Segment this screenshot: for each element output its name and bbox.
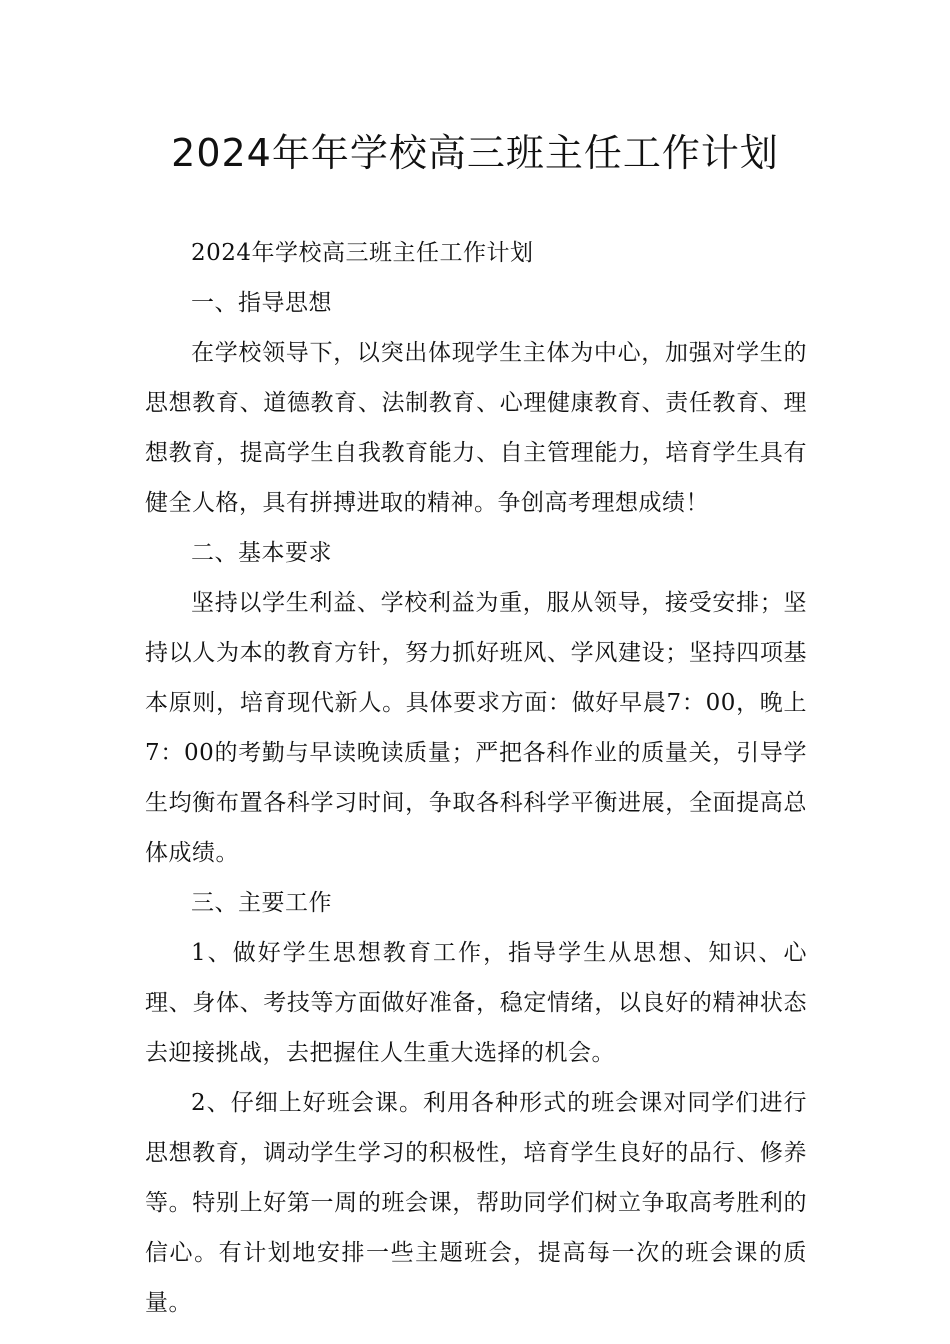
body-paragraph: 2、仔细上好班会课。利用各种形式的班会课对同学们进行思想教育，调动学生学习的积极性，培育学生良好的品行、修养等。特别上好第一周的班会课，帮助同学们树立争取高考胜利的信心。有计划地安排一些主题班会，提高每一次的班会课的质量。 [145, 1090, 807, 1316]
body-paragraph: 在学校领导下，以突出体现学生主体为中心，加强对学生的思想教育、道德教育、法制教育、心理健康教育、责任教育、理想教育，提高学生自我教育能力、自主管理能力，培育学生具有健全人格，具有拼搏进取的精神。争创高考理想成绩！ [145, 340, 807, 516]
section-heading-guiding-ideology: 一、指导思想 [191, 290, 332, 316]
section-heading-main-work: 三、主要工作 [191, 890, 332, 916]
body-paragraph: 坚持以学生利益、学校利益为重，服从领导，接受安排；坚持以人为本的教育方针，努力抓好班风、学风建设；坚持四项基本原则，培育现代新人。具体要求方面：做好早晨7：00，晚上7：00的考勤与早读晚读质量；严把各科作业的质量关，引导学生均衡布置各科学习时间，争取各科科学平衡进展，全面提高总体成绩。 [145, 590, 807, 866]
section-heading-basic-requirements: 二、基本要求 [191, 540, 332, 566]
document-body [145, 228, 807, 1328]
body-paragraph: 1、做好学生思想教育工作，指导学生从思想、知识、心理、身体、考技等方面做好准备，稳定情绪，以良好的精神状态去迎接挑战，去把握住人生重大选择的机会。 [145, 940, 807, 1066]
subtitle-paragraph: 2024年学校高三班主任工作计划 [191, 240, 534, 266]
document-title: 2024年年学校高三班主任工作计划 [171, 131, 779, 175]
